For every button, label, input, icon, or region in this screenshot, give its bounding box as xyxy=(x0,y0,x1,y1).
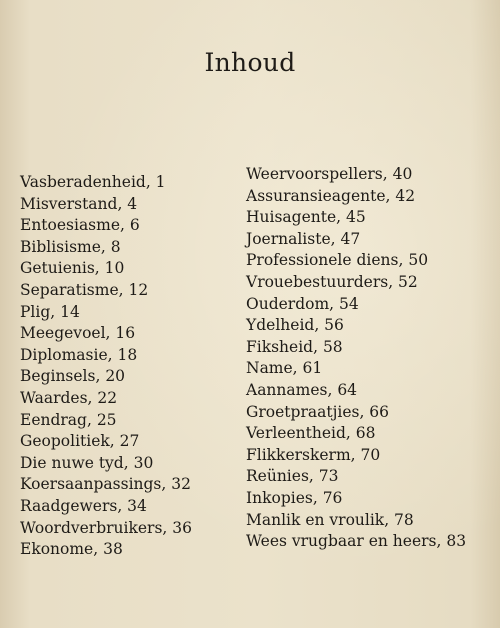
contents-entry: Diplomasie, 18 xyxy=(20,345,138,364)
contents-entry: Ydelheid, 56 xyxy=(246,316,344,335)
contents-entry: Wees vrugbaar en heers, 83 xyxy=(246,532,467,551)
contents-entry: Ekonome, 38 xyxy=(20,540,123,559)
contents-entry: Die nuwe tyd, 30 xyxy=(20,453,154,472)
contents-entry: Manlik en vroulik, 78 xyxy=(246,510,414,529)
contents-entry: Beginsels, 20 xyxy=(20,367,126,386)
contents-entry: Eendrag, 25 xyxy=(20,410,117,429)
contents-entry: Name, 61 xyxy=(246,359,323,378)
contents-entry: Meegevoel, 16 xyxy=(20,324,136,343)
contents-entry: Entoesiasme, 6 xyxy=(20,216,140,235)
contents-entry: Assuransieagente, 42 xyxy=(246,186,416,205)
contents-column-left xyxy=(20,172,192,561)
contents-entry: Verleentheid, 68 xyxy=(246,424,376,443)
contents-entry: Geopolitiek, 27 xyxy=(20,432,140,451)
contents-entry: Inkopies, 76 xyxy=(246,488,343,507)
contents-entry: Reünies, 73 xyxy=(246,467,339,486)
contents-entry: Raadgewers, 34 xyxy=(20,496,147,515)
contents-entry: Huisagente, 45 xyxy=(246,208,366,227)
contents-entry: Flikkerskerm, 70 xyxy=(246,445,381,464)
contents-entry: Weervoorspellers, 40 xyxy=(246,165,413,183)
contents-entry: Ouderdom, 54 xyxy=(246,294,359,313)
contents-column-right xyxy=(246,164,466,553)
contents-entry: Groetpraatjies, 66 xyxy=(246,402,390,421)
contents-entry: Aannames, 64 xyxy=(246,380,358,399)
page-title: Inhoud xyxy=(204,48,296,77)
contents-entry: Fiksheid, 58 xyxy=(246,337,343,356)
contents-entry: Getuienis, 10 xyxy=(20,259,125,278)
contents-entry: Misverstand, 4 xyxy=(20,194,138,213)
contents-entry: Plig, 14 xyxy=(20,302,80,321)
contents-entry: Vrouebestuurders, 52 xyxy=(246,272,418,291)
contents-entry: Woordverbruikers, 36 xyxy=(20,518,192,537)
contents-entry: Separatisme, 12 xyxy=(20,280,149,299)
contents-entry: Joernaliste, 47 xyxy=(246,229,361,248)
contents-entry: Koersaanpassings, 32 xyxy=(20,475,191,494)
contents-entry: Biblisisme, 8 xyxy=(20,237,121,256)
contents-entry: Vasberadenheid, 1 xyxy=(20,173,166,191)
contents-entry: Professionele diens, 50 xyxy=(246,251,429,270)
contents-entry: Waardes, 22 xyxy=(20,388,118,407)
